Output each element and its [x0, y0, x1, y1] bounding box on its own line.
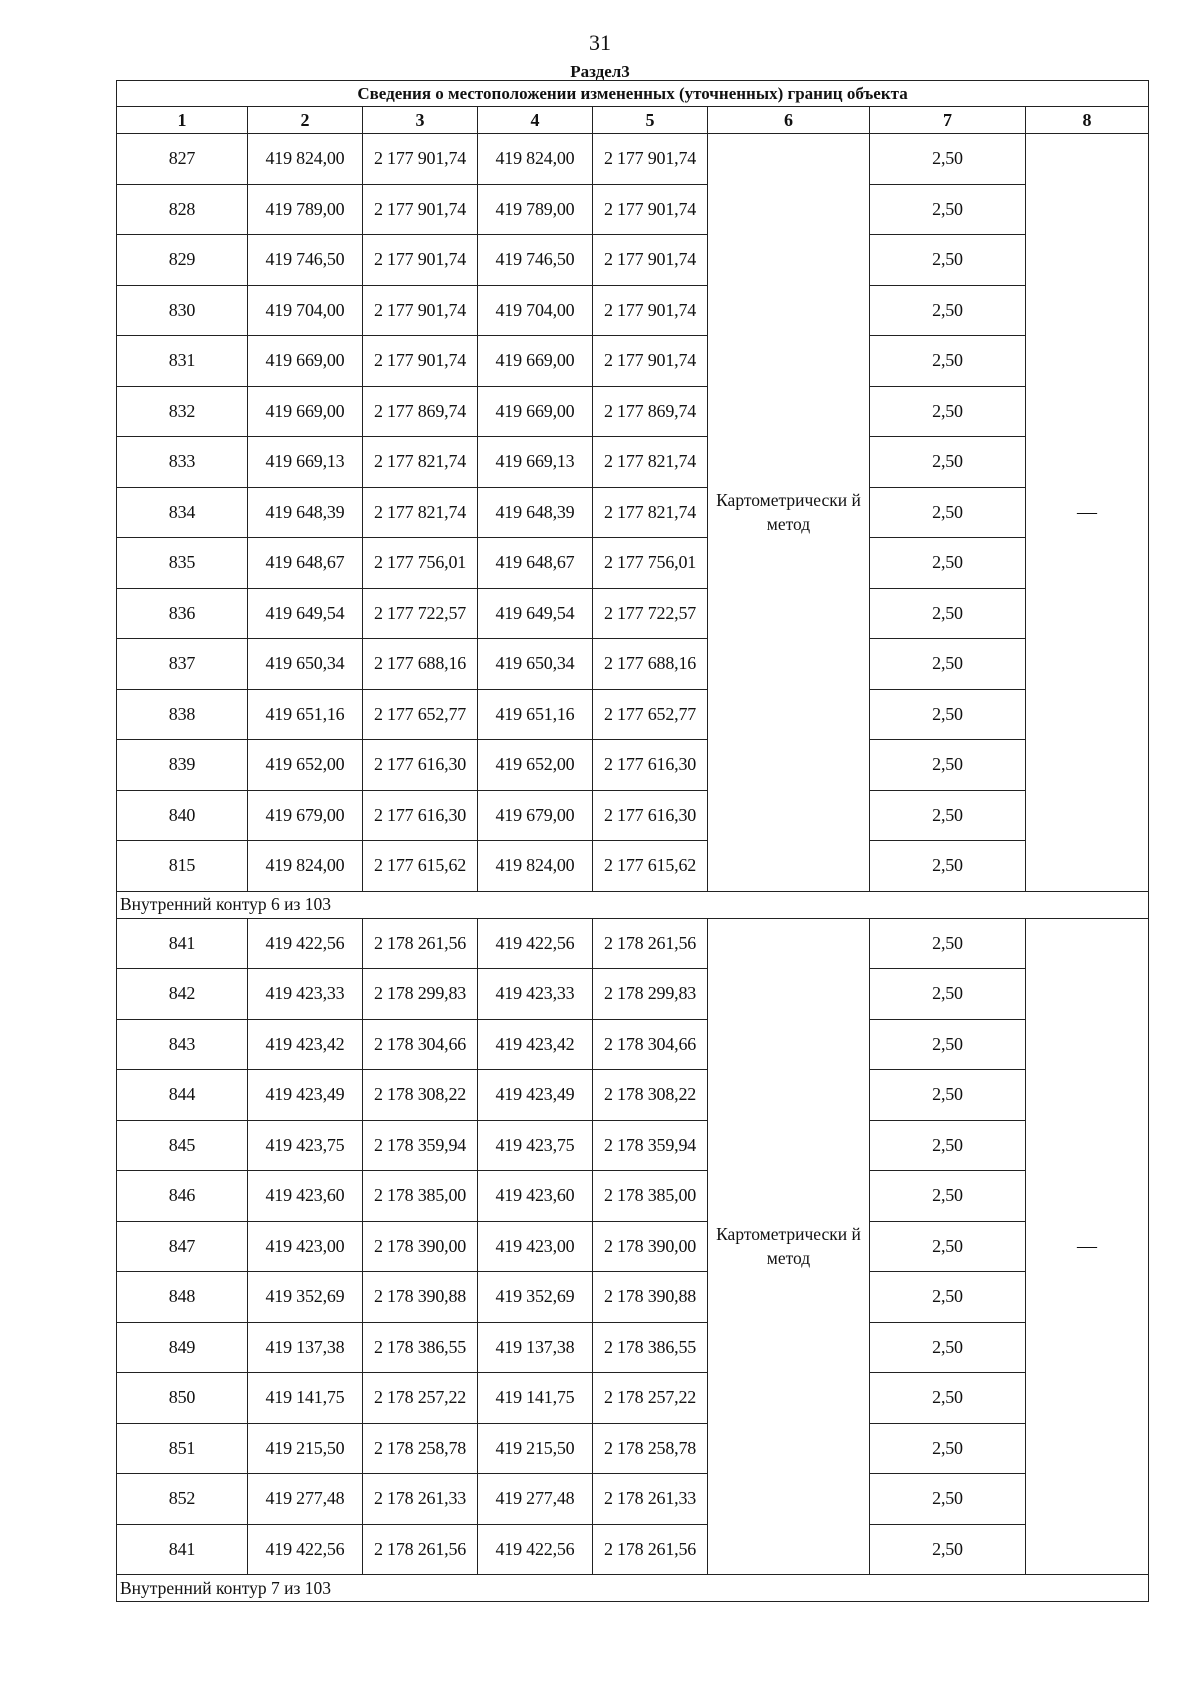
coordinate-y-cell: 2 177 615,62 [593, 841, 708, 892]
coordinate-y-cell: 2 178 261,56 [363, 1524, 478, 1575]
point-number-cell: 838 [117, 689, 248, 740]
point-number-cell: 839 [117, 740, 248, 791]
table-row [117, 437, 1149, 488]
table-row [117, 918, 1149, 969]
accuracy-cell: 2,50 [870, 235, 1026, 286]
accuracy-cell: 2,50 [870, 1019, 1026, 1070]
table-row [117, 386, 1149, 437]
coordinate-x-cell: 419 648,39 [248, 487, 363, 538]
column-number: 7 [870, 107, 1026, 134]
coordinate-x-cell: 419 704,00 [478, 285, 593, 336]
accuracy-cell: 2,50 [870, 790, 1026, 841]
accuracy-cell: 2,50 [870, 1272, 1026, 1323]
coordinate-x-cell: 419 789,00 [248, 184, 363, 235]
coordinate-y-cell: 2 178 308,22 [363, 1070, 478, 1121]
coordinate-y-cell: 2 178 304,66 [363, 1019, 478, 1070]
accuracy-cell: 2,50 [870, 134, 1026, 185]
coordinate-x-cell: 419 652,00 [478, 740, 593, 791]
point-number-cell: 850 [117, 1373, 248, 1424]
coordinate-y-cell: 2 177 901,74 [593, 184, 708, 235]
coordinate-x-cell: 419 277,48 [248, 1474, 363, 1525]
table-row [117, 184, 1149, 235]
coordinate-x-cell: 419 789,00 [478, 184, 593, 235]
point-number-cell: 840 [117, 790, 248, 841]
coordinate-y-cell: 2 177 869,74 [593, 386, 708, 437]
coordinate-y-cell: 2 178 385,00 [363, 1171, 478, 1222]
accuracy-cell: 2,50 [870, 1524, 1026, 1575]
point-number-cell: 845 [117, 1120, 248, 1171]
page-number: 31 [589, 30, 611, 55]
coordinate-x-cell: 419 423,00 [478, 1221, 593, 1272]
coordinate-x-cell: 419 423,42 [478, 1019, 593, 1070]
table-row [117, 740, 1149, 791]
coordinate-x-cell: 419 648,67 [248, 538, 363, 589]
point-number-cell: 843 [117, 1019, 248, 1070]
coordinate-y-cell: 2 178 299,83 [363, 969, 478, 1020]
table-row [117, 235, 1149, 286]
point-number-cell: 837 [117, 639, 248, 690]
coordinate-y-cell: 2 177 901,74 [593, 235, 708, 286]
boundary-coordinates-table [116, 80, 1149, 1602]
coordinate-x-cell: 419 669,00 [478, 386, 593, 437]
coordinate-x-cell: 419 141,75 [478, 1373, 593, 1424]
point-number-cell: 829 [117, 235, 248, 286]
coordinate-x-cell: 419 704,00 [248, 285, 363, 336]
point-number-cell: 828 [117, 184, 248, 235]
coordinate-y-cell: 2 178 261,33 [363, 1474, 478, 1525]
point-number-cell: 849 [117, 1322, 248, 1373]
coordinate-x-cell: 419 669,00 [248, 386, 363, 437]
accuracy-cell: 2,50 [870, 1070, 1026, 1121]
table-row [117, 134, 1149, 185]
accuracy-cell: 2,50 [870, 1373, 1026, 1424]
coordinate-y-cell: 2 177 821,74 [363, 437, 478, 488]
coordinate-y-cell: 2 177 652,77 [363, 689, 478, 740]
table-caption: Сведения о местоположении измененных (уточненных) границ объекта [117, 81, 1149, 107]
coordinate-x-cell: 419 650,34 [478, 639, 593, 690]
section-title: Раздел3 [570, 62, 630, 81]
accuracy-cell: 2,50 [870, 1171, 1026, 1222]
table-row [117, 1474, 1149, 1525]
coordinate-y-cell: 2 177 821,74 [593, 487, 708, 538]
coordinate-y-cell: 2 177 722,57 [593, 588, 708, 639]
table-row [117, 639, 1149, 690]
coordinate-x-cell: 419 215,50 [248, 1423, 363, 1474]
accuracy-cell: 2,50 [870, 639, 1026, 690]
coordinate-y-cell: 2 178 261,56 [593, 1524, 708, 1575]
coordinate-y-cell: 2 178 257,22 [593, 1373, 708, 1424]
coordinate-y-cell: 2 178 258,78 [593, 1423, 708, 1474]
coordinate-x-cell: 419 652,00 [248, 740, 363, 791]
coordinate-x-cell: 419 669,13 [478, 437, 593, 488]
table-row [117, 336, 1149, 387]
contour-label-row [117, 891, 1149, 918]
coordinate-x-cell: 419 423,00 [248, 1221, 363, 1272]
coordinate-x-cell: 419 423,33 [248, 969, 363, 1020]
coordinate-y-cell: 2 177 901,74 [363, 134, 478, 185]
point-number-cell: 827 [117, 134, 248, 185]
note-cell: — [1026, 918, 1149, 1575]
point-number-cell: 846 [117, 1171, 248, 1222]
table-row [117, 538, 1149, 589]
point-number-cell: 847 [117, 1221, 248, 1272]
coordinate-x-cell: 419 650,34 [248, 639, 363, 690]
point-number-cell: 842 [117, 969, 248, 1020]
table-row [117, 1524, 1149, 1575]
coordinate-y-cell: 2 177 616,30 [363, 790, 478, 841]
coordinate-x-cell: 419 137,38 [478, 1322, 593, 1373]
table-row [117, 1070, 1149, 1121]
coordinate-y-cell: 2 177 901,74 [363, 184, 478, 235]
coordinate-x-cell: 419 422,56 [478, 918, 593, 969]
coordinate-x-cell: 419 824,00 [248, 841, 363, 892]
point-number-cell: 833 [117, 437, 248, 488]
contour-label: Внутренний контур 6 из 103 [117, 891, 1149, 918]
accuracy-cell: 2,50 [870, 588, 1026, 639]
column-number: 5 [593, 107, 708, 134]
column-number: 6 [708, 107, 870, 134]
accuracy-cell: 2,50 [870, 841, 1026, 892]
accuracy-cell: 2,50 [870, 1423, 1026, 1474]
column-number: 1 [117, 107, 248, 134]
coordinate-x-cell: 419 649,54 [248, 588, 363, 639]
coordinate-x-cell: 419 679,00 [248, 790, 363, 841]
accuracy-cell: 2,50 [870, 437, 1026, 488]
table-row [117, 1322, 1149, 1373]
table-caption-row [117, 81, 1149, 107]
coordinate-x-cell: 419 669,00 [248, 336, 363, 387]
point-number-cell: 835 [117, 538, 248, 589]
point-number-cell: 844 [117, 1070, 248, 1121]
coordinate-y-cell: 2 177 821,74 [593, 437, 708, 488]
coordinate-y-cell: 2 177 901,74 [593, 336, 708, 387]
point-number-cell: 841 [117, 918, 248, 969]
coordinate-x-cell: 419 669,00 [478, 336, 593, 387]
table-row [117, 1019, 1149, 1070]
accuracy-cell: 2,50 [870, 1221, 1026, 1272]
coordinate-x-cell: 419 141,75 [248, 1373, 363, 1424]
column-number: 2 [248, 107, 363, 134]
point-number-cell: 852 [117, 1474, 248, 1525]
note-cell: — [1026, 134, 1149, 892]
coordinate-y-cell: 2 178 257,22 [363, 1373, 478, 1424]
coordinate-x-cell: 419 423,42 [248, 1019, 363, 1070]
table-row [117, 1171, 1149, 1222]
accuracy-cell: 2,50 [870, 386, 1026, 437]
coordinate-y-cell: 2 178 299,83 [593, 969, 708, 1020]
coordinate-x-cell: 419 423,33 [478, 969, 593, 1020]
coordinate-y-cell: 2 178 390,88 [363, 1272, 478, 1323]
table-row [117, 487, 1149, 538]
coordinate-x-cell: 419 423,60 [478, 1171, 593, 1222]
column-number: 4 [478, 107, 593, 134]
coordinate-y-cell: 2 178 390,00 [363, 1221, 478, 1272]
table-row [117, 285, 1149, 336]
point-number-cell: 815 [117, 841, 248, 892]
coordinate-x-cell: 419 648,39 [478, 487, 593, 538]
coordinate-y-cell: 2 178 386,55 [593, 1322, 708, 1373]
accuracy-cell: 2,50 [870, 184, 1026, 235]
coordinate-y-cell: 2 177 616,30 [593, 740, 708, 791]
method-cell: Картометрически й метод [708, 134, 870, 892]
coordinate-y-cell: 2 177 901,74 [593, 134, 708, 185]
coordinate-x-cell: 419 423,60 [248, 1171, 363, 1222]
coordinate-x-cell: 419 423,49 [248, 1070, 363, 1121]
coordinate-x-cell: 419 422,56 [248, 918, 363, 969]
coordinate-x-cell: 419 423,49 [478, 1070, 593, 1121]
point-number-cell: 836 [117, 588, 248, 639]
coordinate-y-cell: 2 177 901,74 [593, 285, 708, 336]
coordinate-x-cell: 419 422,56 [248, 1524, 363, 1575]
coordinate-x-cell: 419 423,75 [478, 1120, 593, 1171]
table-row [117, 841, 1149, 892]
table-row [117, 1423, 1149, 1474]
coordinate-x-cell: 419 215,50 [478, 1423, 593, 1474]
method-cell: Картометрически й метод [708, 918, 870, 1575]
coordinate-y-cell: 2 177 616,30 [363, 740, 478, 791]
column-number-row [117, 107, 1149, 134]
coordinate-y-cell: 2 177 901,74 [363, 235, 478, 286]
table-row [117, 1272, 1149, 1323]
coordinate-x-cell: 419 649,54 [478, 588, 593, 639]
accuracy-cell: 2,50 [870, 740, 1026, 791]
coordinate-y-cell: 2 177 688,16 [593, 639, 708, 690]
coordinate-y-cell: 2 178 261,33 [593, 1474, 708, 1525]
point-number-cell: 831 [117, 336, 248, 387]
coordinate-x-cell: 419 824,00 [248, 134, 363, 185]
point-number-cell: 834 [117, 487, 248, 538]
coordinate-x-cell: 419 746,50 [248, 235, 363, 286]
coordinate-y-cell: 2 177 901,74 [363, 336, 478, 387]
coordinate-y-cell: 2 177 901,74 [363, 285, 478, 336]
coordinate-x-cell: 419 137,38 [248, 1322, 363, 1373]
coordinate-y-cell: 2 178 308,22 [593, 1070, 708, 1121]
accuracy-cell: 2,50 [870, 1120, 1026, 1171]
accuracy-cell: 2,50 [870, 487, 1026, 538]
table-row [117, 689, 1149, 740]
coordinate-x-cell: 419 422,56 [478, 1524, 593, 1575]
coordinate-x-cell: 419 824,00 [478, 134, 593, 185]
coordinate-y-cell: 2 177 652,77 [593, 689, 708, 740]
coordinate-x-cell: 419 651,16 [478, 689, 593, 740]
coordinate-x-cell: 419 669,13 [248, 437, 363, 488]
accuracy-cell: 2,50 [870, 689, 1026, 740]
coordinate-y-cell: 2 177 688,16 [363, 639, 478, 690]
table-row [117, 1221, 1149, 1272]
accuracy-cell: 2,50 [870, 538, 1026, 589]
table-body [117, 134, 1149, 1602]
accuracy-cell: 2,50 [870, 336, 1026, 387]
accuracy-cell: 2,50 [870, 918, 1026, 969]
table-row [117, 1373, 1149, 1424]
coordinate-y-cell: 2 177 756,01 [593, 538, 708, 589]
point-number-cell: 851 [117, 1423, 248, 1474]
coordinate-y-cell: 2 178 261,56 [593, 918, 708, 969]
coordinate-x-cell: 419 679,00 [478, 790, 593, 841]
coordinate-y-cell: 2 178 258,78 [363, 1423, 478, 1474]
coordinate-y-cell: 2 178 386,55 [363, 1322, 478, 1373]
coordinate-x-cell: 419 352,69 [478, 1272, 593, 1323]
accuracy-cell: 2,50 [870, 285, 1026, 336]
coordinate-y-cell: 2 177 616,30 [593, 790, 708, 841]
coordinate-y-cell: 2 178 390,88 [593, 1272, 708, 1323]
point-number-cell: 832 [117, 386, 248, 437]
coordinate-y-cell: 2 177 821,74 [363, 487, 478, 538]
point-number-cell: 848 [117, 1272, 248, 1323]
coordinate-y-cell: 2 177 722,57 [363, 588, 478, 639]
point-number-cell: 841 [117, 1524, 248, 1575]
coordinate-y-cell: 2 177 869,74 [363, 386, 478, 437]
coordinate-x-cell: 419 423,75 [248, 1120, 363, 1171]
contour-label-row [117, 1575, 1149, 1602]
coordinate-y-cell: 2 178 261,56 [363, 918, 478, 969]
coordinate-y-cell: 2 178 304,66 [593, 1019, 708, 1070]
table-row [117, 969, 1149, 1020]
coordinate-x-cell: 419 824,00 [478, 841, 593, 892]
coordinate-x-cell: 419 746,50 [478, 235, 593, 286]
column-number: 3 [363, 107, 478, 134]
contour-label: Внутренний контур 7 из 103 [117, 1575, 1149, 1602]
accuracy-cell: 2,50 [870, 969, 1026, 1020]
accuracy-cell: 2,50 [870, 1322, 1026, 1373]
coordinate-x-cell: 419 651,16 [248, 689, 363, 740]
coordinate-y-cell: 2 178 359,94 [593, 1120, 708, 1171]
table-row [117, 588, 1149, 639]
coordinate-y-cell: 2 178 359,94 [363, 1120, 478, 1171]
table-row [117, 790, 1149, 841]
coordinate-y-cell: 2 178 385,00 [593, 1171, 708, 1222]
coordinate-x-cell: 419 648,67 [478, 538, 593, 589]
coordinate-x-cell: 419 277,48 [478, 1474, 593, 1525]
coordinate-y-cell: 2 177 615,62 [363, 841, 478, 892]
coordinate-y-cell: 2 178 390,00 [593, 1221, 708, 1272]
coordinate-x-cell: 419 352,69 [248, 1272, 363, 1323]
point-number-cell: 830 [117, 285, 248, 336]
table-row [117, 1120, 1149, 1171]
column-number: 8 [1026, 107, 1149, 134]
accuracy-cell: 2,50 [870, 1474, 1026, 1525]
coordinate-y-cell: 2 177 756,01 [363, 538, 478, 589]
